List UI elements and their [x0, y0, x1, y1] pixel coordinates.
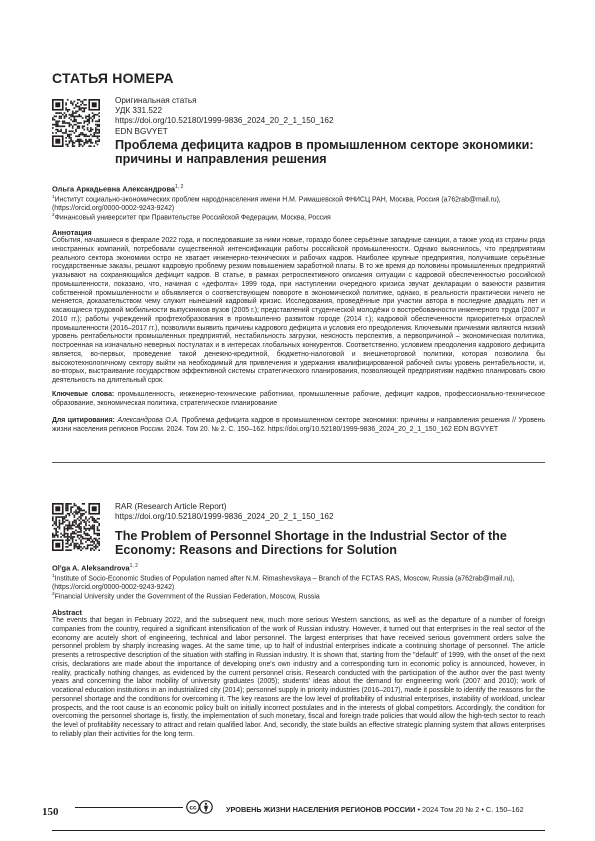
cc-badge-text: cc — [189, 804, 197, 812]
ru-affil-text: Финансовый университет при Правительстве Российской Федерации, Москва, Россия — [54, 214, 331, 222]
ru-abstract-text: События, начавшиеся в феврале 2022 года, и последовавшие за ними новые, гораздо более серьёзные западные санкции, а также уход из страны ряда иностранных компаний, потребовали существенной интенсификации работы российской промышленности. Однако выяснилось, что предприятиям реального сектора экономики остро не хватает инженерно-технических и рабочих кадров. Наиболее крупные предприятия, получившие серьёзные государственные заказы, решают кадровую проблему резким повышением заработной платы. В то же время до половины промышленных предприятий указывают на сохраняющийся дефицит кадров. В статье, в рамках ретроспективного описания ситуации с кадровой обеспеченностью российской промышленности, показано, что, начиная с «дефолта» 1999 года, при наступлении очередного кризиса звучат декларации о важности развития собственной промышленности и объявляется о соответствующем повороте в экономической политике, однако, в реальности практически ничего не меняется, доказательством чему служит нынешний кадровый кризис. Исследования, проведённые при участии автора в последние двадцать лет и касающиеся трудовой мобильности выпускников вузов (2005 г.); представлений студенческой молодёжи о востребованности инженерного труда (2007 и 2010 гг.); работы учреждений профтехобразования в промышленно развитом городе (2014 г.); кадровой обеспеченности приоритетных отраслей промышленности (2016–2017 гг.), позволили выявить причины кадрового дефицита и условия его преодоления. Ключевыми причинами являются низкий уровень рентабельности промышленных предприятий, нестабильность загрузки, неясность перспектив, а первопричиной – экономическая политика, построенная на изначально неверных постулатах и в интересах глобальных конкурентов. Соответственно, условием преодоления кадрового дефицита является, во-первых, проведение такой денежно-кредитной, бюджетно-налоговой и внешнеторговой политики, которая позволила бы высокотехнологичному сектору выйти на необходимый для привлечения и удержания квалифицированной рабочей силы уровень рентабельности, и, во-вторых, выстраивание государством эффективной системы стратегического планирования, позволяющей предприятиям надёжно планировать свою деятельность на длительный срок. — [52, 237, 545, 384]
ru-keywords — [52, 391, 545, 409]
ru-affil-sup: 2 — [52, 213, 55, 218]
en-abstract-text: The events that began in February 2022, and the subsequent new, much more serious Western sanctions, as well as the departure of a number of foreign companies from the country, required a significant intensification of the work of Russian industry. However, it turned out that enterprises in the real sector of the economy are acutely short of engineering, technical and labor personnel. The largest enterprises that have received serious government orders solve the personnel problem by sharply increasing wages. At the same time, up to half of industrial enterprises indicate a continuing shortage of personnel. The article presents a retrospective description of the situation with staffing in Russian industry. It is shown that, starting from the "default" of 1999, with the onset of the next crisis, declarations are made about the importance of developing one's own industry and a corresponding turn in economic policy is announced, however, in reality, practically nothing changes, as evidenced by the current personnel crisis. Research conducted with the participation of the author over the past twenty years and concerning the labor mobility of university graduates (2005); students' ideas about the demand for engineering work (2007 and 2010); work of vocational education institutions in an industrialized city (2014); personnel supply in priority industries (2016–2017), made it possible to identify the reasons for the personnel shortage and the conditions for overcoming it. The key reasons are the low level of profitability of industrial enterprises, instability of workload, unclear prospects, and the root cause is an economic policy built on initially incorrect postulates and in the interests of global competitors. Accordingly, the condition for overcoming the personnel shortage is, firstly, the implementation of such monetary, fiscal and foreign trade policies that would allow the high-tech sector to reach the level of profitability necessary to attract and retain qualified labor. And, secondly, the state builds an effective strategic planning system that allows enterprises to reliably plan their activities for the long term. — [52, 617, 545, 738]
en-author-name: Ol'ga A. Aleksandrova — [52, 563, 130, 573]
ru-meta-type: Оригинальная статья — [115, 96, 197, 105]
ru-keywords-label: Ключевые слова: — [52, 391, 115, 398]
journal-issue: • 2024 Том 20 № 2 • С. 150–162 — [417, 805, 524, 814]
footer-rule — [52, 830, 545, 831]
ru-citation-author: Александрова О.А. — [117, 417, 180, 424]
en-affil-text: Institute of Socio-Economic Studies of Population named after N.M. Rimashevskaya – Branch of the FCTAS RAS, Moscow, Russia (a762rab@mail.ru), (https://orcid.org/0000-0002-9243-9242) — [52, 575, 515, 591]
en-affiliation-2 — [52, 591, 547, 602]
en-affil-sup: 2 — [52, 592, 55, 597]
ru-meta-udc: УДК 331.522 — [115, 106, 163, 116]
ru-author-name: Ольга Аркадьевна Александрова — [52, 184, 176, 194]
en-meta-type: RAR (Research Article Report) — [115, 502, 227, 511]
en-author — [52, 563, 138, 572]
ru-citation-label: Для цитирования: — [52, 417, 115, 424]
en-meta — [115, 502, 334, 522]
ru-citation — [52, 417, 545, 435]
journal-footer — [226, 805, 524, 814]
ru-meta — [115, 96, 334, 137]
ru-article-title: Проблема дефицита кадров в промышленном секторе экономики: причины и направления решения — [115, 138, 534, 167]
en-affiliation-1 — [52, 573, 547, 593]
en-meta-doi[interactable]: https://doi.org/10.52180/1999-9836_2024_20_2_1_150_162 — [115, 512, 334, 522]
ru-meta-doi[interactable]: https://doi.org/10.52180/1999-9836_2024_20_2_1_150_162 — [115, 116, 334, 126]
ru-author-sup: 1, 2 — [175, 184, 184, 190]
en-abstract-heading: Abstract — [52, 608, 82, 617]
en-affil-sup: 1 — [52, 574, 55, 579]
en-article-title: The Problem of Personnel Shortage in the Industrial Sector of the Economy: Reasons and Directions for Solution — [115, 529, 507, 558]
ru-affil-sup: 1 — [52, 195, 55, 200]
en-author-sup: 1, 2 — [129, 563, 138, 569]
creative-commons-icon — [186, 800, 222, 814]
ru-meta-edn: EDN BGVYET — [115, 126, 168, 136]
page-number: 150 — [42, 806, 59, 818]
ru-keywords-text: промышленность, инженерно-технические работники, промышленные рабочие, дефицит кадров, профессионально-техническое образование, экономическая политика, стратегическое планирование — [52, 391, 545, 407]
ru-author — [52, 184, 183, 193]
en-affil-text: Financial University under the Government of the Russian Federation, Moscow, Russia — [54, 593, 320, 601]
footer-bar — [75, 807, 183, 808]
qr-code-icon — [52, 99, 100, 147]
ru-affiliation-2 — [52, 212, 547, 223]
ru-abstract-heading: Аннотация — [52, 228, 92, 237]
qr-code-icon — [52, 503, 100, 551]
ru-citation-text: Проблема дефицита кадров в промышленном секторе экономики: причины и направления решения // Уровень жизни населения регионов России. 2024. Том 20. № 2. С. 150–162. https://doi.org/10.52180/1999-9836_2024_20_2_1_150_162 EDN BGVYET — [52, 417, 546, 433]
section-title: СТАТЬЯ НОМЕРА — [52, 70, 174, 86]
ru-affiliation-1 — [52, 194, 547, 214]
section-divider — [52, 462, 545, 463]
ru-affil-text: Институт социально-экономических проблем народонаселения имени Н.М. Римашевской ФНИСЦ РАН, Москва, Россия (a762rab@mail.ru), (https://orcid.org/0000-0002-9243-9242) — [52, 196, 501, 212]
journal-name: УРОВЕНЬ ЖИЗНИ НАСЕЛЕНИЯ РЕГИОНОВ РОССИИ — [226, 805, 416, 814]
